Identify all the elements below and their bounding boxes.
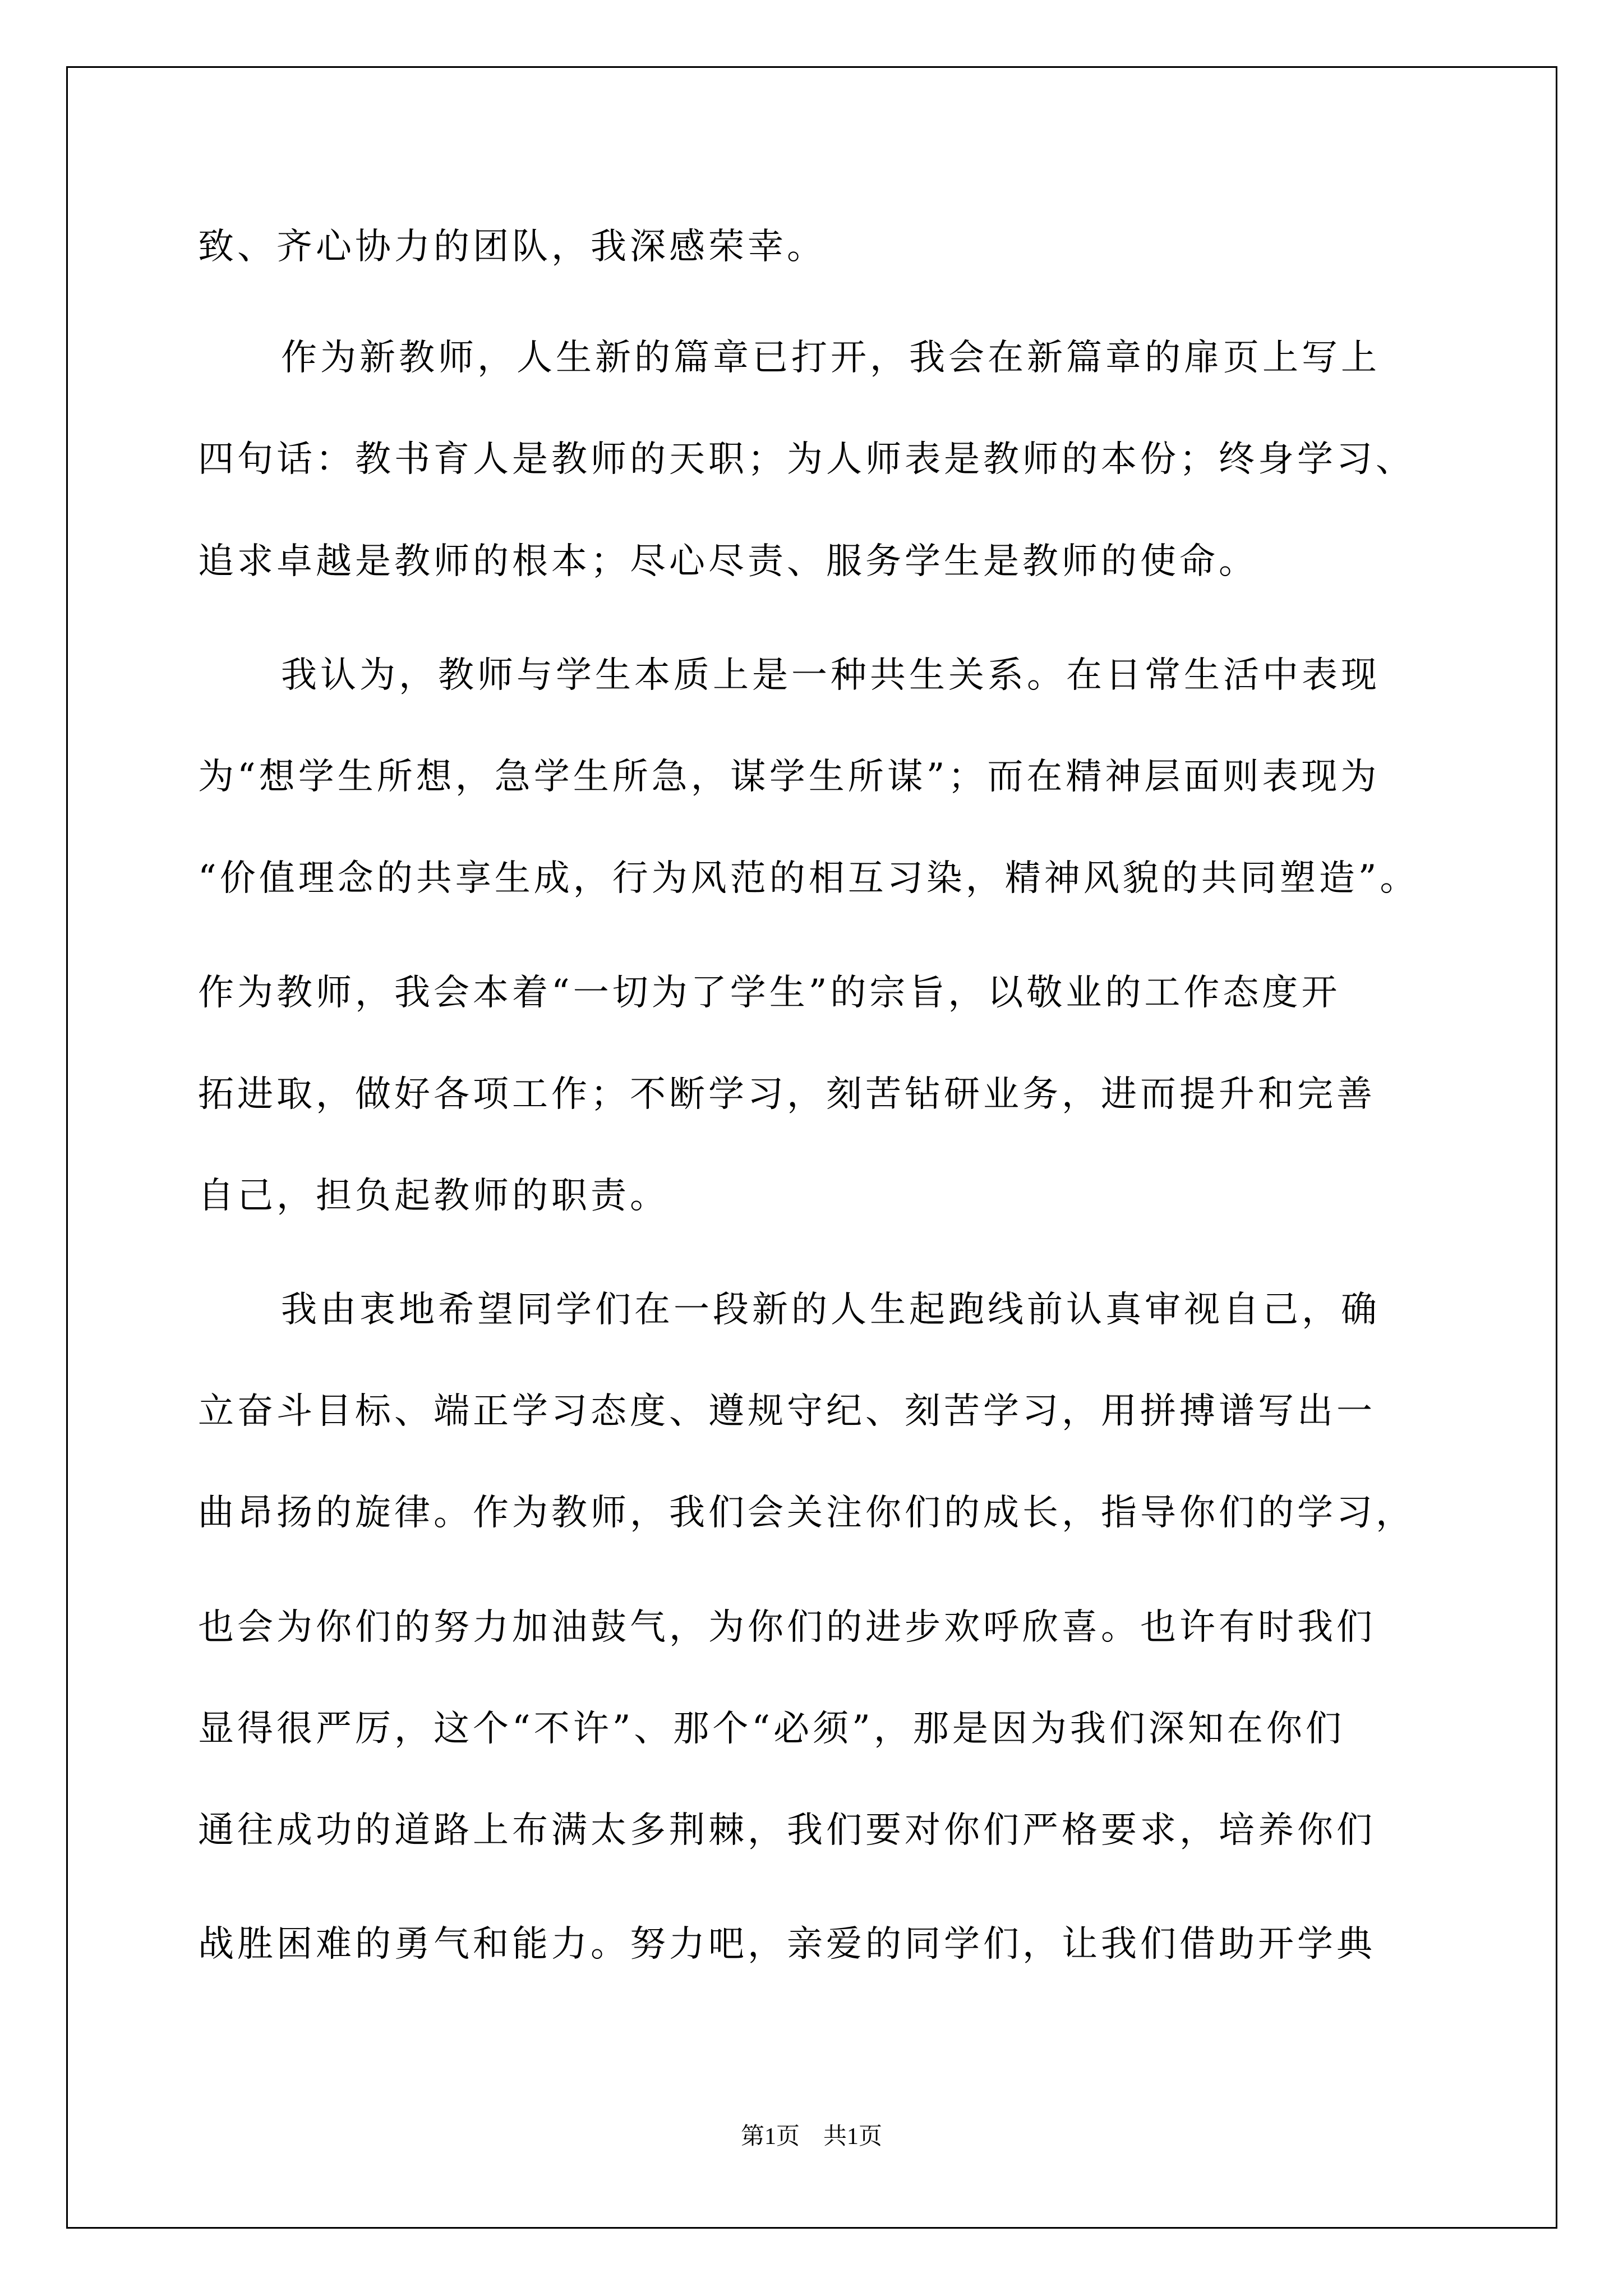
text-line: 显得很严厉，这个“不许”、那个“必须”，那是因为我们深知在你们 — [198, 1708, 1345, 1750]
text-line: 曲昂扬的旋律。作为教师，我们会关注你们的成长，指导你们的学习， — [198, 1492, 1415, 1534]
text-line: 作为新教师，人生新的篇章已打开，我会在新篇章的扉页上写上 — [281, 337, 1380, 379]
text-line: 立奋斗目标、端正学习态度、遵规守纪、刻苦学习，用拼搏谱写出一 — [198, 1391, 1376, 1432]
text-line: 为“想学生所想，急学生所急，谋学生所谋”；而在精神层面则表现为 — [198, 756, 1380, 798]
text-line: 战胜困难的勇气和能力。努力吧，亲爱的同学们，让我们借助开学典 — [198, 1924, 1376, 1965]
text-line: 也会为你们的努力加油鼓气，为你们的进步欢呼欣喜。也许有时我们 — [198, 1607, 1376, 1648]
text-line: 致、齐心协力的团队，我深感荣幸。 — [198, 226, 826, 268]
text-line: 拓进取，做好各项工作；不断学习，刻苦钻研业务，进而提升和完善 — [198, 1074, 1376, 1115]
text-line: 作为教师，我会本着“一切为了学生”的宗旨，以敬业的工作态度开 — [198, 972, 1341, 1014]
text-line: 自己，担负起教师的职责。 — [198, 1175, 669, 1217]
text-line: 追求卓越是教师的根本；尽心尽责、服务学生是教师的使命。 — [198, 541, 1258, 582]
page-border — [66, 66, 1557, 2229]
text-line: 四句话：教书育人是教师的天职；为人师表是教师的本份；终身学习、 — [198, 439, 1415, 480]
text-line: 通往成功的道路上布满太多荆棘，我们要对你们严格要求，培养你们 — [198, 1810, 1376, 1851]
page-footer: 第1页 共1页 — [740, 2124, 882, 2150]
text-line: 我认为，教师与学生本质上是一种共生关系。在日常生活中表现 — [281, 655, 1380, 696]
text-line: “价值理念的共享生成，行为风范的相互习染，精神风貌的共同塑造”。 — [198, 858, 1419, 899]
text-line: 我由衷地希望同学们在一段新的人生起跑线前认真审视自己，确 — [281, 1289, 1380, 1331]
